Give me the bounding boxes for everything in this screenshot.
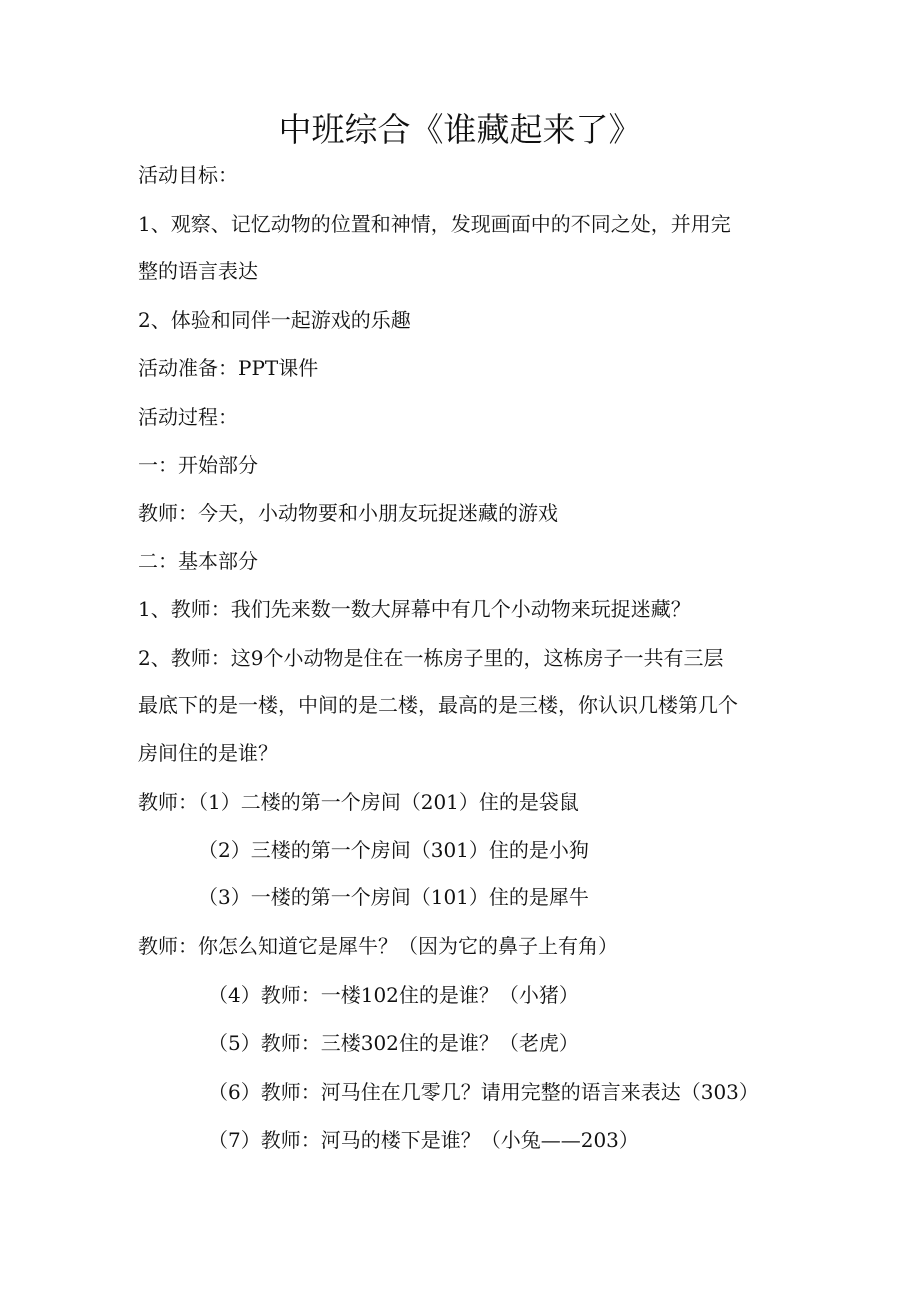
question-7: （7）教师：河马的楼下是谁？（小兔——203） — [208, 1128, 639, 1152]
document-title: 中班综合《谁藏起来了》 — [278, 110, 642, 149]
section-process-heading: 活动过程： — [138, 405, 238, 429]
part-1-heading: 一：开始部分 — [138, 453, 258, 477]
question-6: （6）教师：河马住在几零几？请用完整的语言来表达（303） — [208, 1080, 759, 1104]
question-3: （3）一楼的第一个房间（101）住的是犀牛 — [198, 885, 589, 909]
question-rhino: 教师：你怎么知道它是犀牛？（因为它的鼻子上有角） — [138, 934, 618, 958]
step-2-line-3: 房间住的是谁？ — [138, 741, 278, 765]
step-2-line-2: 最底下的是一楼，中间的是二楼，最高的是三楼，你认识几楼第几个 — [138, 693, 738, 717]
question-4: （4）教师：一楼102住的是谁？（小猪） — [208, 983, 579, 1007]
section-preparation: 活动准备：PPT课件 — [138, 356, 319, 380]
goal-2: 2、体验和同伴一起游戏的乐趣 — [138, 308, 411, 332]
question-1: 教师：（1）二楼的第一个房间（201）住的是袋鼠 — [138, 790, 579, 814]
teacher-intro: 教师：今天，小动物要和小朋友玩捉迷藏的游戏 — [138, 501, 558, 525]
step-1: 1、教师：我们先来数一数大屏幕中有几个小动物来玩捉迷藏？ — [138, 597, 691, 621]
question-2: （2）三楼的第一个房间（301）住的是小狗 — [198, 838, 589, 862]
part-2-heading: 二：基本部分 — [138, 549, 258, 573]
goal-1-line-2: 整的语言表达 — [138, 259, 258, 283]
goal-1-line-1: 1、观察、记忆动物的位置和神情，发现画面中的不同之处，并用完 — [138, 212, 731, 236]
section-goals-heading: 活动目标： — [138, 163, 238, 187]
question-5: （5）教师：三楼302住的是谁？（老虎） — [208, 1031, 579, 1055]
step-2-line-1: 2、教师：这9个小动物是住在一栋房子里的，这栋房子一共有三层 — [138, 646, 724, 670]
